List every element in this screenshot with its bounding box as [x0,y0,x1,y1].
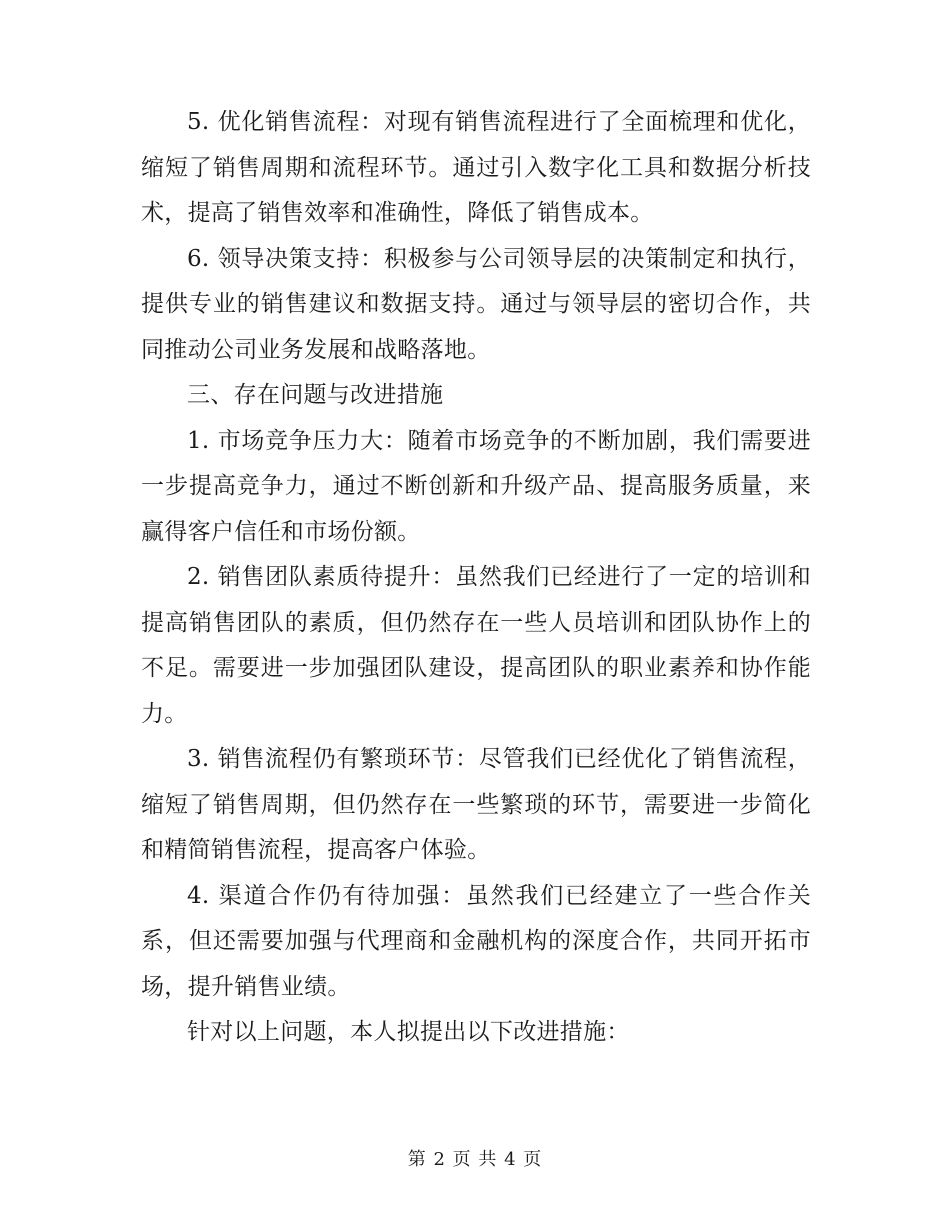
paragraph-optimize-sales-process: 5. 优化销售流程：对现有销售流程进行了全面梳理和优化，缩短了销售周期和流程环节。通过引入数字化工具和数据分析技术，提高了销售效率和准确性，降低了销售成本。 [141,109,811,226]
section-heading-problems-improvements: 三、存在问题与改进措施 [187,382,444,408]
page-number: 第 2 页 共 4 页 [407,1149,543,1170]
page-footer [0,1148,950,1172]
paragraph-team-quality: 2. 销售团队素质待提升：虽然我们已经进行了一定的培训和提高销售团队的素质，但仍然存在一些人员培训和团队协作上的不足。需要进一步加强团队建设，提高团队的职业素养和协作能力。 [141,564,811,727]
paragraph-channel-cooperation: 4. 渠道合作仍有待加强：虽然我们已经建立了一些合作关系，但还需要加强与代理商和金融机构的深度合作，共同开拓市场，提升销售业绩。 [141,882,811,1000]
paragraph-market-competition: 1. 市场竞争压力大：随着市场竞争的不断加剧，我们需要进一步提高竞争力，通过不断创新和升级产品、提高服务质量，来赢得客户信任和市场份额。 [141,427,811,545]
paragraph-leadership-decision-support: 6. 领导决策支持：积极参与公司领导层的决策制定和执行，提供专业的销售建议和数据支持。通过与领导层的密切合作，共同推动公司业务发展和战略落地。 [141,245,811,363]
paragraph-improvement-intro: 针对以上问题，本人拟提出以下改进措施： [187,1019,630,1045]
paragraph-process-complexity: 3. 销售流程仍有繁琐环节：尽管我们已经优化了销售流程，缩短了销售周期，但仍然存在一些繁琐的环节，需要进一步简化和精简销售流程，提高客户体验。 [141,746,811,863]
document-body [141,100,811,1056]
